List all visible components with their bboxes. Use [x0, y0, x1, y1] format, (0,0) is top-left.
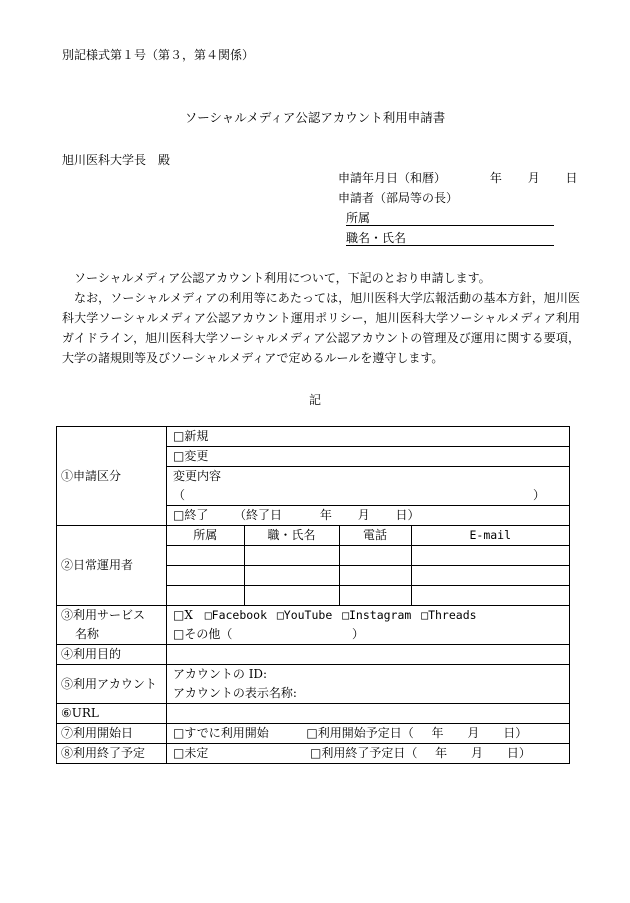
operator-cell[interactable]	[244, 586, 339, 606]
url-input[interactable]	[167, 704, 570, 724]
row-label-start-date: ⑦利用開始日	[57, 724, 167, 744]
operator-cell[interactable]	[411, 546, 569, 566]
service-other-row	[167, 625, 570, 645]
row-label-url: ⑥URL	[57, 704, 167, 724]
operator-table	[167, 526, 569, 605]
application-table	[56, 426, 570, 764]
service-label-line2: 名称	[75, 627, 100, 641]
operator-header-affiliation: 所属	[167, 526, 244, 546]
end-month: 月	[357, 508, 370, 522]
start-date-row	[167, 724, 570, 744]
operator-header-phone: 電話	[339, 526, 411, 546]
checkbox-other[interactable]: □その他（	[173, 627, 233, 641]
operator-header-position-name: 職・氏名	[244, 526, 339, 546]
affiliation-label: 所属	[346, 211, 371, 225]
operator-header-email: E-mail	[411, 526, 569, 546]
operator-cell[interactable]	[244, 546, 339, 566]
checkbox-facebook[interactable]: □Facebook	[204, 608, 268, 622]
operator-cell[interactable]	[339, 586, 411, 606]
row-label-end-date: ⑧利用終了予定	[57, 744, 167, 764]
operator-cell[interactable]	[339, 546, 411, 566]
operator-cell[interactable]	[167, 546, 244, 566]
application-date-label: 申請年月日（和暦）	[338, 171, 447, 185]
applicant-label: 申請者（部局等の長）	[338, 191, 459, 205]
addressee: 旭川医科大学長 殿	[62, 153, 171, 167]
affiliation-field[interactable]	[346, 211, 554, 226]
date-year: 年	[489, 171, 502, 185]
document-title: ソーシャルメディア公認アカウント利用申請書	[184, 110, 446, 125]
account-id-field[interactable]: アカウントの ID:	[167, 665, 570, 685]
end-date-label: （終了日	[234, 508, 283, 522]
checkbox-undecided[interactable]: □未定	[173, 746, 209, 760]
date-month: 月	[527, 171, 540, 185]
checkbox-planned-start[interactable]: □利用開始予定日（	[306, 726, 414, 740]
planned-end-year: 年	[435, 746, 448, 760]
form-number: 別記様式第１号（第３，第４関係）	[62, 48, 255, 62]
checkbox-x[interactable]: □X	[173, 608, 193, 622]
planned-end-day: 日）	[506, 746, 531, 760]
service-options	[167, 606, 570, 626]
row-label-application-type: ①申請区分	[57, 427, 167, 526]
start-month: 月	[467, 726, 480, 740]
other-close: ）	[352, 627, 365, 641]
operator-cell[interactable]	[244, 566, 339, 586]
operator-cell[interactable]	[167, 586, 244, 606]
position-name-label: 職名・氏名	[346, 231, 407, 245]
row-label-account: ⑤利用アカウント	[57, 665, 167, 704]
row-label-purpose: ④利用目的	[57, 645, 167, 665]
checkbox-instagram[interactable]: □Instagram	[342, 608, 412, 622]
checkbox-change[interactable]: □変更	[167, 447, 570, 467]
operator-cell[interactable]	[411, 566, 569, 586]
end-year: 年	[319, 508, 332, 522]
body-paragraph-1: ソーシャルメディア公認アカウント利用について，下記のとおり申請します。	[74, 271, 491, 285]
change-detail-input[interactable]	[167, 486, 570, 506]
row-label-daily-operator: ②日常運用者	[57, 526, 167, 606]
planned-end-month: 月	[471, 746, 484, 760]
checkbox-new[interactable]: □新規	[167, 427, 570, 447]
end-row	[167, 506, 570, 526]
operator-cell[interactable]	[339, 566, 411, 586]
account-display-name-field[interactable]: アカウントの表示名称:	[167, 684, 570, 704]
operator-cell[interactable]	[167, 566, 244, 586]
operator-grid	[167, 526, 570, 606]
body-text	[62, 268, 580, 368]
position-name-field[interactable]	[346, 231, 554, 246]
body-paragraph-2: なお，ソーシャルメディアの利用等にあたっては，旭川医科大学広報活動の基本方針，旭川医科大学ソーシャルメディア公認アカウント運用ポリシー，旭川医科大学ソーシャルメディア利用ガイドライン，旭川医科大学ソーシャルメディア公認アカウントの管理及び運用に関する要項，大学の諸規則等及びソーシャルメディアで定めるルールを遵守します。	[62, 291, 580, 365]
paren-open: （	[173, 488, 186, 502]
checkbox-already-started[interactable]: □すでに利用開始	[173, 726, 269, 740]
purpose-input[interactable]	[167, 645, 570, 665]
checkbox-planned-end[interactable]: □利用終了予定日（	[310, 746, 418, 760]
checkbox-youtube[interactable]: □YouTube	[276, 608, 333, 622]
date-day: 日	[565, 171, 578, 185]
start-year: 年	[431, 726, 444, 740]
ki-heading: 記	[308, 393, 321, 407]
row-label-service-name	[57, 606, 167, 645]
operator-cell[interactable]	[411, 586, 569, 606]
checkbox-threads[interactable]: □Threads	[421, 608, 477, 622]
end-date-row	[167, 744, 570, 764]
application-date-row	[338, 171, 578, 185]
change-detail-label: 変更内容	[167, 467, 570, 487]
checkbox-end[interactable]: □終了	[173, 508, 209, 522]
end-day: 日）	[395, 508, 420, 522]
start-day: 日）	[503, 726, 528, 740]
paren-close: ）	[532, 488, 545, 502]
service-label-line1: ③利用サービス	[61, 608, 146, 622]
